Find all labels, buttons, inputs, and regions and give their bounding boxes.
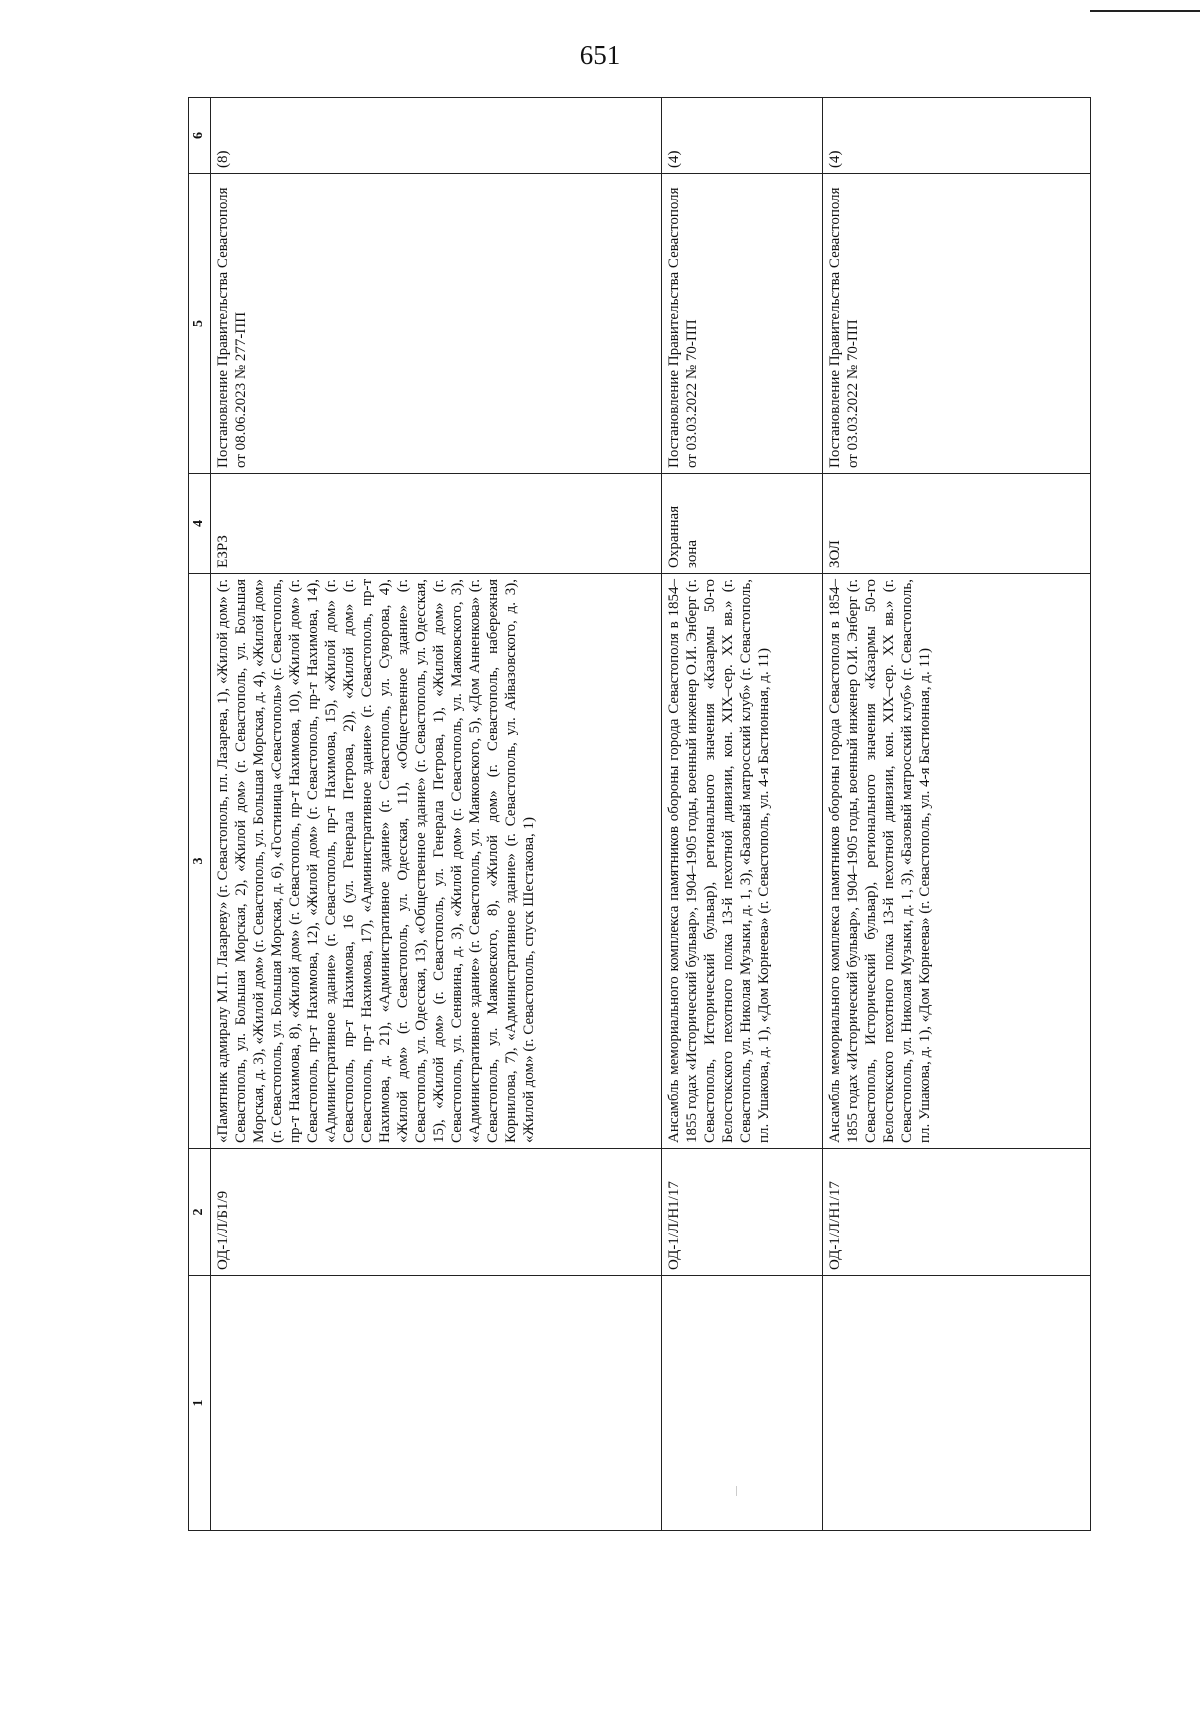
table-frame (188, 98, 1091, 1531)
row-number-cell (211, 1276, 662, 1531)
table-header-row (189, 98, 211, 1531)
object-description-cell: Ансамбль мемориального комплекса памятников обороны города Севастополя в 1854–1855 годах «Исторический бульвар», 1904–1905 годы, военный инженер О.И. Энберг (г. Севастополь, Исторический бульвар), регионального значения «Казармы 50-го Белостокского пехотного полка 13-й пехотной дивизии, кон. XIX–сер. XX вв.» (г. Севастополь, ул. Николая Музыки, д. 1, 3), «Базовый матросский клуб» (г. Севастополь, пл. Ушакова, д. 1), «Дом Корнеева» (г. Севастополь, ул. 4-я Бастионная, д. 11) (823, 574, 1091, 1149)
column-header-4: 4 (189, 474, 211, 574)
column-header-1: 1 (189, 1276, 211, 1531)
column-header-3: 3 (189, 574, 211, 1149)
column-header-5: 5 (189, 174, 211, 474)
legal-document-cell: Постановление Правительства Севастополя от 03.03.2022 № 70-ПП (662, 174, 823, 474)
register-table (188, 97, 1091, 1531)
table-row (211, 98, 662, 1531)
column-header-6: 6 (189, 98, 211, 174)
table-row (662, 98, 823, 1531)
note-cell: (4) (823, 98, 1091, 174)
zone-code-cell: ОД-1/Л/Н1/17 (823, 1149, 1091, 1276)
note-cell: (8) (211, 98, 662, 174)
column-header-2: 2 (189, 1149, 211, 1276)
zone-type-cell: ЗОЛ (823, 474, 1091, 574)
scan-artifact-divider (736, 1486, 737, 1496)
zone-type-cell: Охранная зона (662, 474, 823, 574)
scan-edge-mark (1090, 10, 1200, 12)
table-row (823, 98, 1091, 1531)
legal-document-cell: Постановление Правительства Севастополя от 03.03.2022 № 70-ПП (823, 174, 1091, 474)
note-cell: (4) (662, 98, 823, 174)
zone-code-cell: ОД-1/Л/Б1/9 (211, 1149, 662, 1276)
object-description-cell: Ансамбль мемориального комплекса памятников обороны города Севастополя в 1854–1855 годах «Исторический бульвар», 1904–1905 годы, военный инженер О.И. Энберг (г. Севастополь, Исторический бульвар), регионального значения «Казармы 50-го Белостокского пехотного полка 13-й пехотной дивизии, кон. XIX–сер. XX вв.» (г. Севастополь, ул. Николая Музыки, д. 1, 3), «Базовый матросский клуб» (г. Севастополь, пл. Ушакова, д. 1), «Дом Корнеева» (г. Севастополь, ул. 4-я Бастионная, д. 11) (662, 574, 823, 1149)
row-number-cell (823, 1276, 1091, 1531)
row-number-cell (662, 1276, 823, 1531)
legal-document-cell: Постановление Правительства Севастополя от 08.06.2023 № 277-ПП (211, 174, 662, 474)
zone-type-cell: ЕЗРЗ (211, 474, 662, 574)
zone-code-cell: ОД-1/Л/Н1/17 (662, 1149, 823, 1276)
page-number: 651 (579, 40, 621, 70)
object-description-cell: «Памятник адмиралу М.П. Лазареву» (г. Севастополь, пл. Лазарева, 1), «Жилой дом» (г. Севастополь, ул. Большая Морская, 2), «Жилой дом» (г. Севастополь, ул. Большая Морская, д. 3), «Жилой дом» (г. Севастополь, ул. Большая Морская, д. 4), «Жилой дом» (г. Севастополь, ул. Большая Морская, д. 6), «Гостиница «Севастополь» (г. Севастополь, пр-т Нахимова, 8), «Жилой дом» (г. Севастополь, пр-т Нахимова, 10), «Жилой дом» (г. Севастополь, пр-т Нахимова, 12), «Жилой дом» (г. Севастополь, пр-т Нахимова, 14), «Административное здание» (г. Севастополь, пр-т Нахимова, 15), «Жилой дом» (г. Севастополь, пр-т Нахимова, 16 (ул. Генерала Петрова, 2)), «Жилой дом» (г. Севастополь, пр-т Нахимова, 17), «Административное здание» (г. Севастополь, пр-т Нахимова, д. 21), «Административное здание» (г. Севастополь, ул. Суворова, 4), «Жилой дом» (г. Севастополь, ул. Одесская, 11), «Общественное здание» (г. Севастополь, ул. Одесская, 13), «Общественное здание» (г. Севастополь, ул. Одесская, 15), «Жилой дом» (г. Севастополь, ул. Генерала Петрова, 1), «Жилой дом» (г. Севастополь, ул. Сенявина, д. 3), «Жилой дом» (г. Севастополь, ул. Маяковского, 3), «Административное здание» (г. Севастополь, ул. Маяковского, 5), «Дом Анненкова» (г. Севастополь, ул. Маяковского, 8), «Жилой дом» (г. Севастополь, набережная Корнилова, 7), «Административное здание» (г. Севастополь, ул. Айвазовского, д. 3), «Жилой дом» (г. Севастополь, спуск Шестакова, 1) (211, 574, 662, 1149)
rotated-table-container (188, 98, 1091, 1531)
